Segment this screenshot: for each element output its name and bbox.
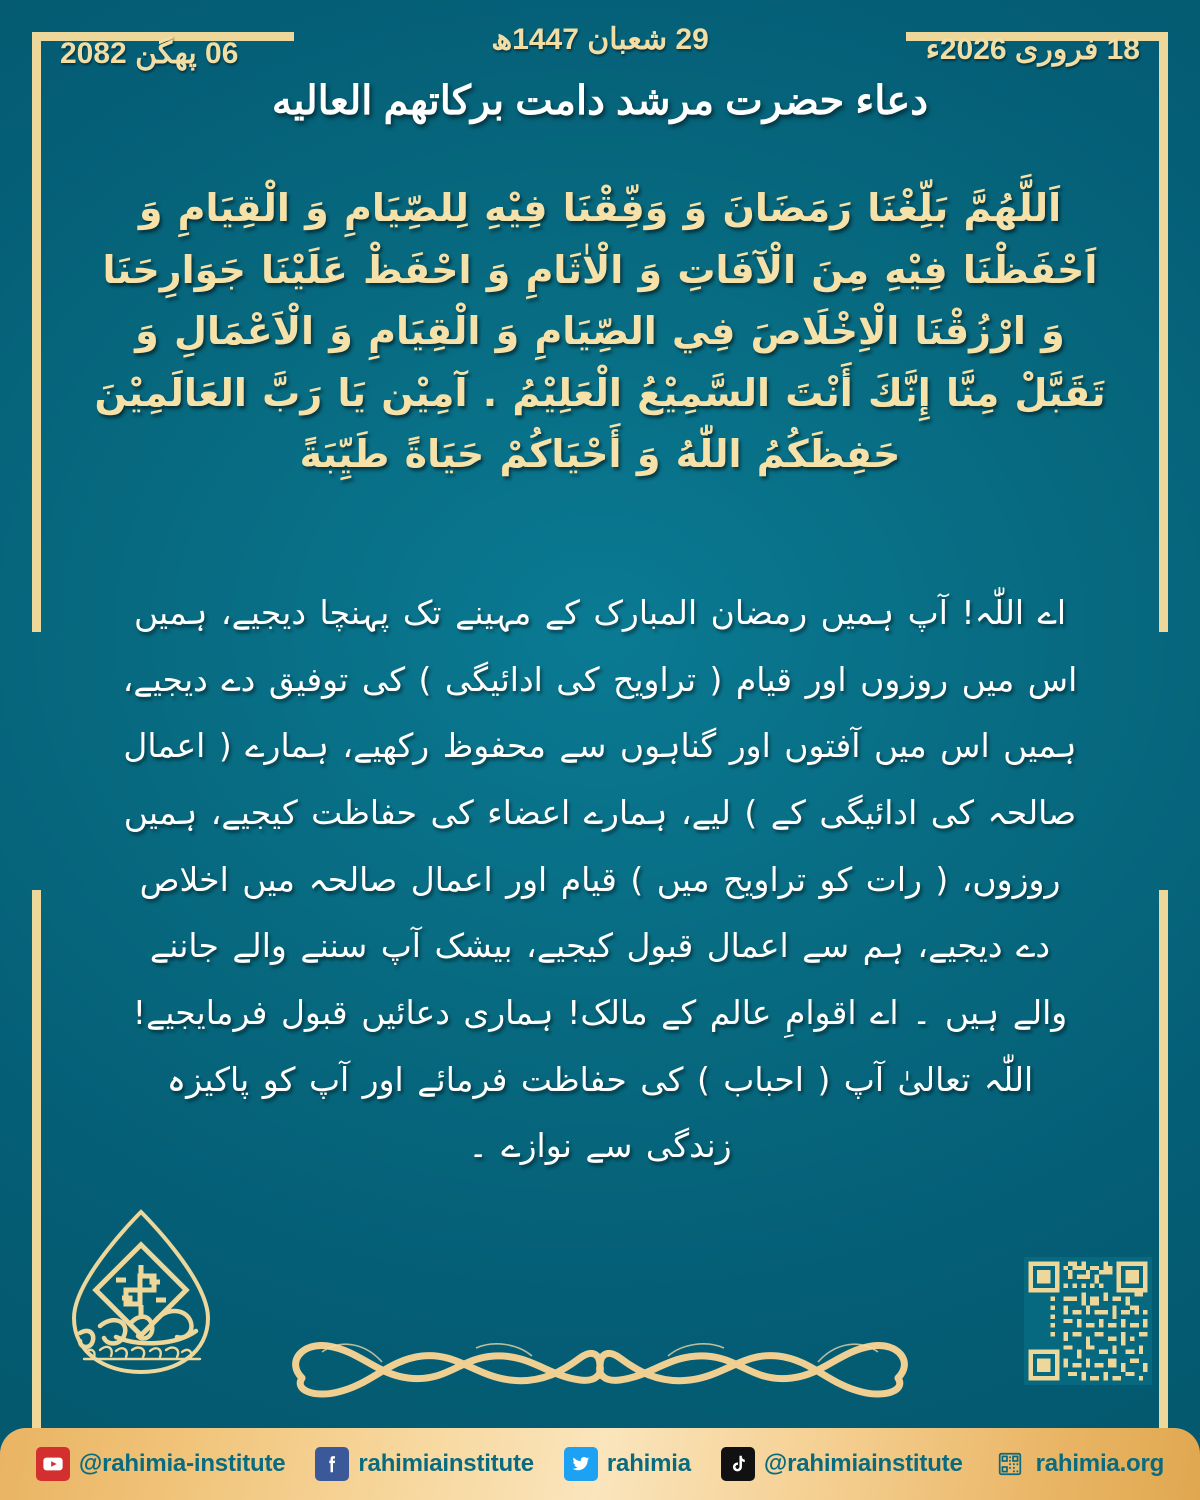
logo-mark-icon (56, 1206, 226, 1378)
social-link-youtube[interactable] (36, 1447, 286, 1481)
social-link-tiktok[interactable] (721, 1447, 963, 1481)
qr-code-icon (1024, 1257, 1152, 1385)
rahimia-logo (56, 1206, 226, 1378)
date-hijri-calendar: 29 شعبان 1447ھ (491, 23, 709, 56)
youtube-handle: @rahimia-institute (78, 1450, 286, 1477)
frame-right-lower (1159, 890, 1168, 1438)
twitter-icon (564, 1447, 598, 1481)
tiktok-icon (721, 1447, 755, 1481)
social-link-twitter[interactable] (564, 1447, 691, 1481)
social-link-website[interactable] (993, 1447, 1165, 1481)
arabic-dua-text: اَللَّهُمَّ بَلِّغْنَا رَمَضَانَ وَ وَفِّقْنَا فِيْهِ لِلصِّيَامِ وَ الْقِيَامِ وَ اَحْفَظْنَا فِيْهِ مِنَ الْآفَاتِ وَ الْاٰثَامِ وَ احْفَظْ عَلَيْنَا جَوَارِحَنَا وَ ارْزُقْنَا الْاِخْلَاصَ فِي الصِّيَامِ وَ الْقِيَامِ وَ الْاَعْمَالِ وَ تَقَبَّلْ مِنَّا إِنَّكَ أَنْتَ السَّمِيْعُ الْعَلِيْمُ . آمِيْن يَا رَبَّ العَالَمِيْنَ حَفِظَكُمُ اللّٰهُ وَ أَحْيَاكُمْ حَيَاةً طَيِّبَةً (94, 186, 1106, 477)
date-hindu-calendar: 06 پھگن 2082 (60, 37, 239, 70)
website-handle: rahimia.org (1035, 1450, 1165, 1477)
qr-small-icon (993, 1447, 1027, 1481)
youtube-icon (36, 1447, 70, 1481)
frame-left-lower (32, 890, 41, 1438)
urdu-translation-text: اے اللّٰہ! آپ ہمیں رمضان المبارک کے مہینے تک پہنچا دیجیے، ہمیں اس میں روزوں اور قیام ( تراویح کی ادائیگی ) کی توفیق دے دیجیے، ہمیں اس میں آفتوں اور گناہوں سے محفوظ رکھیے، ہمارے ( اعمال صالحہ کی ادائیگی کے ) لیے، ہمارے اعضاء کی حفاظت کیجیے، ہمیں روزوں، ( رات کو تراویح میں ) قیام اور اعمال صالحہ میں اخلاص دے دیجیے، ہم سے اعمال قبول کیجیے، بیشک آپ سننے والے جاننے والے ہیں ۔ اے اقوامِ عالم کے مالک! ہماری دعائیں قبول فرمایجیے! اللّٰہ تعالیٰ آپ ( احباب ) کی حفاظت فرمائے اور آپ کو پاکیزہ زندگی سے نوازے ۔ (122, 593, 1078, 1166)
qr-code[interactable] (1024, 1257, 1152, 1385)
twitter-handle: rahimia (606, 1450, 691, 1477)
facebook-handle: rahimiainstitute (358, 1450, 534, 1477)
date-gregorian: 18 فروری 2026ء (925, 33, 1140, 66)
flourish-divider (280, 1322, 920, 1408)
page-title: دعاء حضرت مرشد دامت بركاتهم العالیه (271, 79, 929, 123)
tiktok-handle: @rahimiainstitute (763, 1450, 963, 1477)
facebook-icon (315, 1447, 349, 1481)
flourish-divider-icon (280, 1322, 920, 1408)
social-link-facebook[interactable] (315, 1447, 534, 1481)
social-footer-bar (0, 1428, 1200, 1500)
